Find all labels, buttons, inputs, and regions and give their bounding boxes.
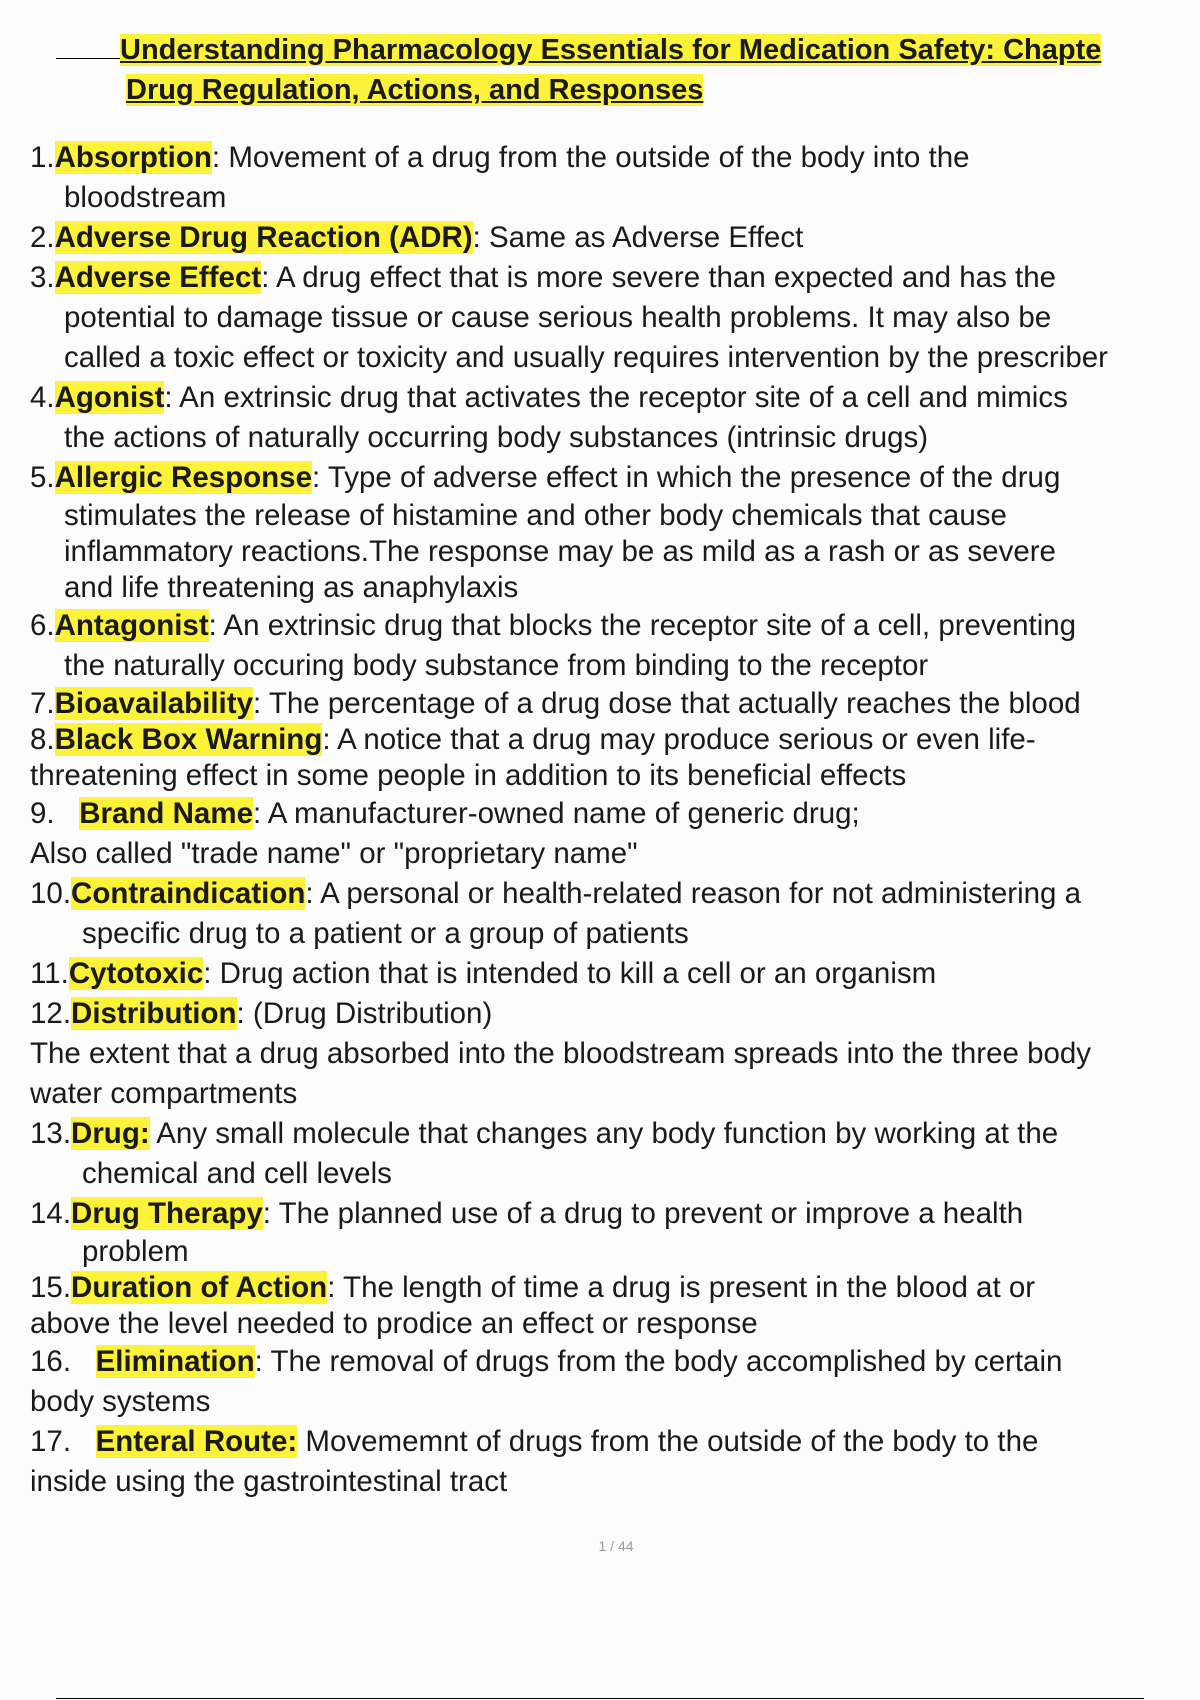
entry-number: 5. — [30, 461, 55, 494]
entry-continuation: stimulates the release of histamine and other body chemicals that cause — [64, 499, 1007, 532]
glossary-entry-drug-therapy — [30, 1194, 1200, 1270]
glossary-entry-elimination — [30, 1342, 1200, 1422]
glossary-entry-agonist — [30, 378, 1200, 458]
glossary-entry-allergic-response — [30, 458, 1200, 606]
entry-continuation: and life threatening as anaphylaxis — [64, 571, 519, 604]
entry-term: Absorption — [54, 141, 212, 174]
glossary-entry-drug — [30, 1114, 1200, 1194]
entry-continuation: problem — [82, 1235, 189, 1268]
entry-term: Enteral Route: — [95, 1425, 298, 1458]
title-line-1 — [56, 30, 1200, 70]
title-line-2 — [56, 70, 1200, 110]
entry-term: Allergic Response — [54, 461, 312, 494]
page-indicator: 1 / 44 — [598, 1538, 634, 1554]
entry-line — [30, 1194, 1200, 1234]
entry-line — [30, 1422, 1200, 1462]
glossary-entry-antagonist — [30, 606, 1200, 686]
entry-definition: : An extrinsic drug that blocks the receptor site of a cell, preventing — [208, 609, 1077, 642]
glossary-entry-adverse-effect — [30, 258, 1200, 378]
entry-line — [30, 138, 1200, 178]
entry-number: 13. — [30, 1117, 72, 1150]
entry-continuation: the naturally occuring body substance from binding to the receptor — [64, 649, 929, 682]
entry-term: Brand Name — [79, 797, 253, 830]
entry-term: Antagonist — [54, 609, 209, 642]
entry-definition: : The planned use of a drug to prevent or improve a health — [262, 1197, 1024, 1230]
entry-number: 17. — [30, 1425, 96, 1458]
entry-definition: : A personal or health-related reason for not administering a — [305, 877, 1082, 910]
entry-continuation: The extent that a drug absorbed into the bloodstream spreads into the three body — [30, 1037, 1092, 1070]
entry-number: 8. — [30, 723, 55, 756]
entry-number: 14. — [30, 1197, 72, 1230]
entry-number: 4. — [30, 381, 55, 414]
entry-line — [30, 1270, 1200, 1306]
entry-line — [30, 954, 1200, 994]
entry-definition: : Type of adverse effect in which the presence of the drug — [312, 461, 1061, 494]
title-leading-rule — [56, 58, 120, 59]
entry-line — [30, 606, 1200, 646]
entry-term: Cytotoxic — [68, 957, 204, 990]
entry-number: 9. — [30, 797, 80, 830]
glossary-entry-absorption — [30, 138, 1200, 218]
entry-definition: Movememnt of drugs from the outside of the body to the — [297, 1425, 1039, 1458]
entry-number: 6. — [30, 609, 55, 642]
entry-line — [30, 218, 1200, 258]
entry-line — [30, 258, 1200, 298]
entry-continuation: chemical and cell levels — [82, 1157, 392, 1190]
entry-term: Drug: — [71, 1117, 150, 1150]
entry-term: Adverse Effect — [54, 261, 262, 294]
entry-line — [30, 1114, 1200, 1154]
entry-continuation: inside using the gastrointestinal tract — [30, 1465, 508, 1498]
entry-definition: : Movement of a drug from the outside of the body into the — [211, 141, 970, 174]
entry-continuation: Also called "trade name" or "proprietary name" — [30, 837, 638, 870]
entry-definition: : Same as Adverse Effect — [472, 221, 804, 254]
entry-line — [30, 794, 1200, 834]
entry-continuation: specific drug to a patient or a group of patients — [82, 917, 689, 950]
title-text-2: Drug Regulation, Actions, and Responses — [126, 74, 704, 106]
entry-term: Duration of Action — [71, 1271, 328, 1304]
entry-continuation: called a toxic effect or toxicity and usually requires intervention by the prescriber — [64, 341, 1108, 374]
glossary-entry-black-box-warning — [30, 722, 1200, 794]
glossary-entry-contraindication — [30, 874, 1200, 954]
entry-continuation: the actions of naturally occurring body substances (intrinsic drugs) — [64, 421, 929, 454]
entry-definition: : A manufacturer-owned name of generic drug; — [252, 797, 860, 830]
title-text-1: Understanding Pharmacology Essentials for Medication Safety: Chapte — [120, 34, 1102, 66]
entry-definition: : The length of time a drug is present in the blood at or — [327, 1271, 1036, 1304]
entry-line — [30, 458, 1200, 498]
glossary-entry-bioavailability — [30, 686, 1200, 722]
entry-term: Agonist — [54, 381, 165, 414]
entry-number: 15. — [30, 1271, 72, 1304]
entry-term: Bioavailability — [54, 687, 253, 720]
entry-line — [30, 686, 1200, 722]
entry-number: 7. — [30, 687, 55, 720]
entry-number: 3. — [30, 261, 55, 294]
glossary-entry-adr — [30, 218, 1200, 258]
entry-continuation: potential to damage tissue or cause serious health problems. It may also be — [64, 301, 1052, 334]
entry-continuation: above the level needed to prodice an effect or response — [30, 1307, 758, 1340]
entry-continuation: inflammatory reactions.The response may be as mild as a rash or as severe — [64, 535, 1056, 568]
entry-definition: : The percentage of a drug dose that actually reaches the blood — [253, 687, 1081, 720]
entry-term: Adverse Drug Reaction (ADR) — [54, 221, 473, 254]
entry-continuation: threatening effect in some people in addition to its beneficial effects — [30, 759, 907, 792]
entry-definition: : (Drug Distribution) — [236, 997, 493, 1030]
entry-line — [30, 722, 1200, 758]
entry-number: 12. — [30, 997, 72, 1030]
entry-term: Distribution — [71, 997, 237, 1030]
entry-term: Elimination — [95, 1345, 255, 1378]
entry-continuation: body systems — [30, 1385, 211, 1418]
entry-line — [30, 1342, 1200, 1382]
entry-definition: : Drug action that is intended to kill a cell or an organism — [203, 957, 937, 990]
entry-continuation: bloodstream — [64, 181, 227, 214]
document-title — [56, 30, 1200, 110]
bottom-divider — [56, 1698, 1144, 1699]
entry-line — [30, 874, 1200, 914]
entry-term: Black Box Warning — [54, 723, 323, 756]
entry-number: 16. — [30, 1345, 96, 1378]
glossary-entry-distribution — [30, 994, 1200, 1114]
entry-line — [30, 378, 1200, 418]
entry-line — [30, 994, 1200, 1034]
entry-number: 10. — [30, 877, 72, 910]
entry-continuation: water compartments — [30, 1077, 298, 1110]
entry-definition: : An extrinsic drug that activates the receptor site of a cell and mimics — [164, 381, 1068, 414]
entry-definition: Any small molecule that changes any body function by working at the — [149, 1117, 1059, 1150]
entry-definition: : The removal of drugs from the body accomplished by certain — [254, 1345, 1063, 1378]
glossary-entry-enteral-route — [30, 1422, 1200, 1502]
glossary-list — [30, 138, 1200, 1502]
entry-term: Contraindication — [71, 877, 306, 910]
entry-term: Drug Therapy — [71, 1197, 263, 1230]
entry-definition: : A drug effect that is more severe than expected and has the — [261, 261, 1057, 294]
glossary-entry-brand-name — [30, 794, 1200, 874]
glossary-entry-cytotoxic — [30, 954, 1200, 994]
entry-number: 11. — [30, 957, 69, 990]
entry-number: 1. — [30, 141, 55, 174]
entry-definition: : A notice that a drug may produce serious or even life- — [322, 723, 1036, 756]
entry-number: 2. — [30, 221, 55, 254]
glossary-entry-duration-of-action — [30, 1270, 1200, 1342]
